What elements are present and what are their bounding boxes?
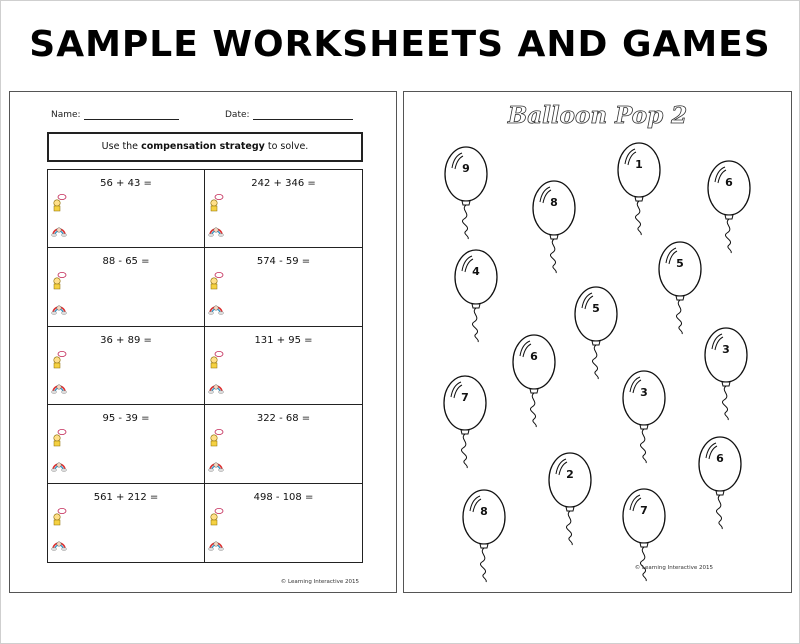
balloon: [441, 373, 489, 473]
balloon-number: 6: [530, 350, 538, 363]
thinking-kid-icon: [51, 272, 67, 290]
balloon: [442, 144, 490, 244]
balloon: [460, 487, 508, 587]
balloon: [696, 434, 744, 534]
problem-grid: [47, 169, 363, 563]
rainbow-icon: [208, 457, 224, 471]
instruction-pre: Use the: [101, 141, 142, 152]
balloon-number: 5: [592, 302, 600, 315]
balloon: [656, 239, 704, 339]
date-field: [225, 110, 353, 120]
instruction-post: to solve.: [264, 141, 309, 152]
name-line: [84, 111, 179, 120]
rainbow-icon: [208, 300, 224, 314]
problem-cell: [48, 248, 205, 326]
name-field: [51, 110, 179, 120]
problem-text: 56 + 43 =: [100, 178, 152, 189]
balloon-number: 5: [676, 257, 684, 270]
balloon: [530, 178, 578, 278]
problem-text: 131 + 95 =: [254, 334, 313, 346]
balloon-number: 3: [640, 386, 648, 399]
problem-cell: [48, 170, 205, 248]
thinking-kid-icon: [208, 351, 224, 369]
problem-text: 498 - 108 =: [253, 491, 314, 503]
instruction-box: [47, 132, 363, 162]
game-title: Balloon Pop 2: [507, 102, 688, 129]
balloon: [452, 247, 500, 347]
thinking-kid-icon: [208, 508, 224, 526]
balloon-number: 7: [461, 391, 469, 404]
rainbow-icon: [51, 457, 67, 471]
problem-text: 88 - 65 =: [102, 256, 150, 268]
name-label: Name:: [51, 110, 81, 120]
balloon: [510, 332, 558, 432]
balloon: [572, 284, 620, 384]
problem-text: 95 - 39 =: [102, 413, 150, 425]
balloon-number: 7: [640, 504, 648, 517]
instruction-strategy: compensation strategy: [141, 141, 265, 152]
balloon-number: 8: [550, 196, 558, 209]
problem-text: 242 + 346 =: [251, 178, 316, 189]
balloon-number: 9: [462, 162, 470, 175]
thinking-kid-icon: [208, 194, 224, 212]
rainbow-icon: [208, 222, 224, 236]
rainbow-icon: [51, 222, 67, 236]
thinking-kid-icon: [51, 351, 67, 369]
thinking-kid-icon: [51, 429, 67, 447]
problem-text: 561 + 212 =: [93, 491, 159, 503]
balloon-number: 6: [716, 452, 724, 465]
problem-text: 36 + 89 =: [100, 334, 152, 346]
thinking-kid-icon: [51, 508, 67, 526]
balloon: [620, 368, 668, 468]
balloon: [702, 325, 750, 425]
worksheet-copyright: © Learning Interactive 2015: [280, 579, 359, 585]
balloon-number: 3: [722, 343, 730, 356]
problem-cell: [48, 405, 205, 483]
balloon-number: 4: [472, 265, 480, 278]
date-label: Date:: [225, 110, 250, 120]
rainbow-icon: [51, 536, 67, 550]
problem-cell: [205, 327, 362, 405]
problem-cell: [205, 405, 362, 483]
balloon-number: 2: [566, 468, 574, 481]
worksheet-page: [9, 91, 397, 593]
problem-cell: [205, 248, 362, 326]
balloon: [615, 140, 663, 240]
balloon: [705, 158, 753, 258]
balloon: [620, 486, 668, 586]
page-title: SAMPLE WORKSHEETS AND GAMES: [29, 24, 771, 65]
problem-cell: [205, 484, 362, 562]
balloon-number: 1: [635, 158, 643, 171]
date-line: [253, 111, 353, 120]
balloon-number: 8: [480, 505, 488, 518]
rainbow-icon: [208, 379, 224, 393]
problem-cell: [48, 484, 205, 562]
balloon-number: 6: [725, 176, 733, 189]
thinking-kid-icon: [208, 272, 224, 290]
problem-text: 322 - 68 =: [256, 413, 311, 425]
problem-cell: [205, 170, 362, 248]
rainbow-icon: [208, 536, 224, 550]
rainbow-icon: [51, 300, 67, 314]
thinking-kid-icon: [51, 194, 67, 212]
problem-cell: [48, 327, 205, 405]
rainbow-icon: [51, 379, 67, 393]
thinking-kid-icon: [208, 429, 224, 447]
game-page: [403, 91, 792, 593]
balloon: [546, 450, 594, 550]
problem-text: 574 - 59 =: [256, 256, 311, 268]
game-copyright: © Learning Interactive 2015: [634, 565, 713, 571]
